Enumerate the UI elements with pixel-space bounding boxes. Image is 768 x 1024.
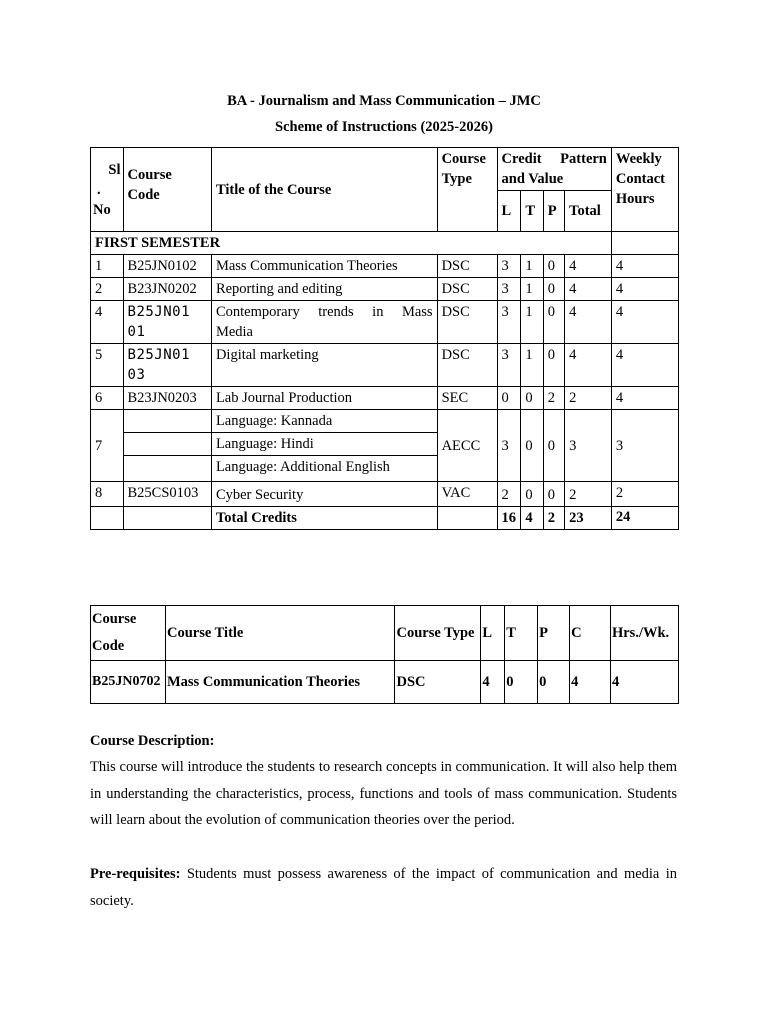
header-sl-line2: . (97, 181, 101, 198)
course-row (91, 661, 679, 704)
row-code: B25CS0103 (123, 482, 211, 507)
row-title-line1: Contemporary trends in Mass (215, 304, 433, 320)
row-type: DSC (437, 255, 497, 278)
header-type-line2: Type (441, 171, 472, 187)
total-l: 16 (497, 507, 521, 530)
table-row-language (91, 410, 679, 433)
prerequisites-paragraph (90, 861, 677, 914)
semester-label: FIRST SEMESTER (91, 232, 612, 255)
row-code: B25JN0102 (123, 255, 211, 278)
row-type: SEC (437, 387, 497, 410)
row-total: 2 (565, 387, 612, 410)
header-credit-line2: and Value (501, 171, 564, 187)
row-l: 3 (497, 255, 521, 278)
row-type: AECC (437, 410, 497, 482)
row-p: 0 (543, 301, 564, 344)
course-description-text: This course will introduce the students to research concepts in communication. It will also help them in understanding the characteristics, process, functions and tools of mass communication. Students will learn about the evolution of communication theories over the period. (90, 759, 677, 828)
course-header-code-line2: Code (92, 638, 125, 654)
row-code-line2: 03 (127, 367, 146, 383)
row-type: DSC (437, 278, 497, 301)
header-row (91, 148, 679, 191)
row-hours: 4 (611, 278, 678, 301)
row-title-line2: Media (215, 324, 253, 340)
header-l: L (497, 191, 521, 232)
row-code (123, 301, 211, 344)
row-code: B23JN0203 (123, 387, 211, 410)
course-hrs: 4 (610, 661, 678, 704)
row-code-empty (123, 410, 211, 433)
course-type: DSC (395, 661, 481, 704)
row-code-line1: B25JN01 (127, 347, 191, 363)
course-header-row (91, 606, 679, 661)
row-hours: 4 (611, 301, 678, 344)
row-t: 1 (521, 278, 543, 301)
semester-empty-cell (611, 232, 678, 255)
row-hours: 2 (611, 482, 678, 507)
row-sl: 8 (91, 482, 124, 507)
row-t: 1 (521, 344, 543, 387)
course-header-type: Course Type (395, 606, 481, 661)
row-l: 3 (497, 301, 521, 344)
header-hours-line3: Hours (615, 191, 655, 207)
header-code-line2: Code (127, 186, 160, 203)
course-header-c: C (570, 606, 611, 661)
row-code: B23JN0202 (123, 278, 211, 301)
language-hindi: Language: Hindi (211, 433, 437, 456)
language-additional-english: Language: Additional English (211, 456, 437, 482)
row-type: DSC (437, 344, 497, 387)
table-row (91, 278, 679, 301)
row-p: 0 (543, 410, 564, 482)
header-sl-line1: Sl (108, 161, 121, 178)
course-c: 4 (570, 661, 611, 704)
row-l: 0 (497, 387, 521, 410)
course-title: Mass Communication Theories (165, 661, 395, 704)
row-p: 0 (543, 278, 564, 301)
row-l: 2 (497, 482, 521, 507)
row-code-empty (123, 433, 211, 456)
header-title: Title of the Course (211, 148, 437, 232)
course-table (90, 605, 679, 704)
row-sl: 7 (91, 410, 124, 482)
header-credit-pattern (497, 148, 611, 191)
row-title: Cyber Security (211, 482, 437, 507)
course-header-l: L (481, 606, 505, 661)
total-t: 4 (521, 507, 543, 530)
table-row (91, 344, 679, 387)
header-p: P (543, 191, 564, 232)
total-p: 2 (543, 507, 564, 530)
row-sl: 6 (91, 387, 124, 410)
header-hours-line2: Contact (615, 171, 666, 187)
row-total: 4 (565, 301, 612, 344)
row-title: Lab Journal Production (211, 387, 437, 410)
semester-row (91, 232, 679, 255)
row-p: 0 (543, 255, 564, 278)
course-header-title: Course Title (165, 606, 395, 661)
total-empty-sl (91, 507, 124, 530)
row-total: 4 (565, 278, 612, 301)
table-row (91, 387, 679, 410)
header-type (437, 148, 497, 232)
scheme-title: Scheme of Instructions (2025-2026) (275, 119, 493, 135)
header-hours-line1: Weekly (615, 151, 662, 167)
header-code (123, 148, 211, 232)
row-hours: 3 (611, 410, 678, 482)
total-credits-label: Total Credits (211, 507, 437, 530)
header-sl (91, 148, 124, 232)
row-hours: 4 (611, 344, 678, 387)
header-total: Total (565, 191, 612, 232)
row-total: 4 (565, 344, 612, 387)
prerequisites-text: Students must possess awareness of the impact of communication and media in society. (90, 866, 677, 909)
row-l: 3 (497, 410, 521, 482)
course-code: B25JN0702 (91, 661, 166, 704)
scheme-table (90, 147, 679, 530)
course-header-code (91, 606, 166, 661)
row-p: 0 (543, 344, 564, 387)
row-type: DSC (437, 301, 497, 344)
row-code-line1: B25JN01 (127, 304, 191, 320)
row-sl: 5 (91, 344, 124, 387)
total-empty-type (437, 507, 497, 530)
row-t: 1 (521, 255, 543, 278)
program-title: BA - Journalism and Mass Communication – JMC (227, 93, 541, 109)
total-hours: 24 (611, 507, 678, 530)
row-code (123, 344, 211, 387)
row-l: 3 (497, 278, 521, 301)
row-sl: 1 (91, 255, 124, 278)
row-total: 2 (565, 482, 612, 507)
row-t: 1 (521, 301, 543, 344)
total-row (91, 507, 679, 530)
course-t: 0 (505, 661, 538, 704)
course-header-hrs: Hrs./Wk. (610, 606, 678, 661)
row-code-empty (123, 456, 211, 482)
row-title (211, 301, 437, 344)
row-t: 0 (521, 410, 543, 482)
row-p: 0 (543, 482, 564, 507)
row-title: Reporting and editing (211, 278, 437, 301)
table-row (91, 301, 679, 344)
row-sl: 4 (91, 301, 124, 344)
row-l: 3 (497, 344, 521, 387)
course-description-heading: Course Description: (90, 733, 215, 749)
header-credit-line1: Credit Pattern (501, 151, 607, 167)
header-type-line1: Course (441, 151, 486, 167)
row-t: 0 (521, 387, 543, 410)
table-row (91, 255, 679, 278)
row-total: 3 (565, 410, 612, 482)
row-hours: 4 (611, 387, 678, 410)
row-hours: 4 (611, 255, 678, 278)
table-row (91, 482, 679, 507)
header-weekly-hours (611, 148, 678, 232)
row-t: 0 (521, 482, 543, 507)
row-title: Digital marketing (211, 344, 437, 387)
header-t: T (521, 191, 543, 232)
total-empty-code (123, 507, 211, 530)
course-l: 4 (481, 661, 505, 704)
row-title: Mass Communication Theories (211, 255, 437, 278)
course-header-p: P (538, 606, 570, 661)
total-total: 23 (565, 507, 612, 530)
row-type: VAC (437, 482, 497, 507)
row-total: 4 (565, 255, 612, 278)
language-kannada: Language: Kannada (211, 410, 437, 433)
course-p: 0 (538, 661, 570, 704)
course-header-code-line1: Course (92, 611, 137, 627)
prerequisites-label: Pre-requisites: (90, 866, 181, 882)
header-sl-line3: No (93, 201, 111, 218)
row-p: 2 (543, 387, 564, 410)
row-sl: 2 (91, 278, 124, 301)
header-code-line1: Course (127, 166, 172, 183)
course-header-t: T (505, 606, 538, 661)
row-code-line2: 01 (127, 324, 146, 340)
